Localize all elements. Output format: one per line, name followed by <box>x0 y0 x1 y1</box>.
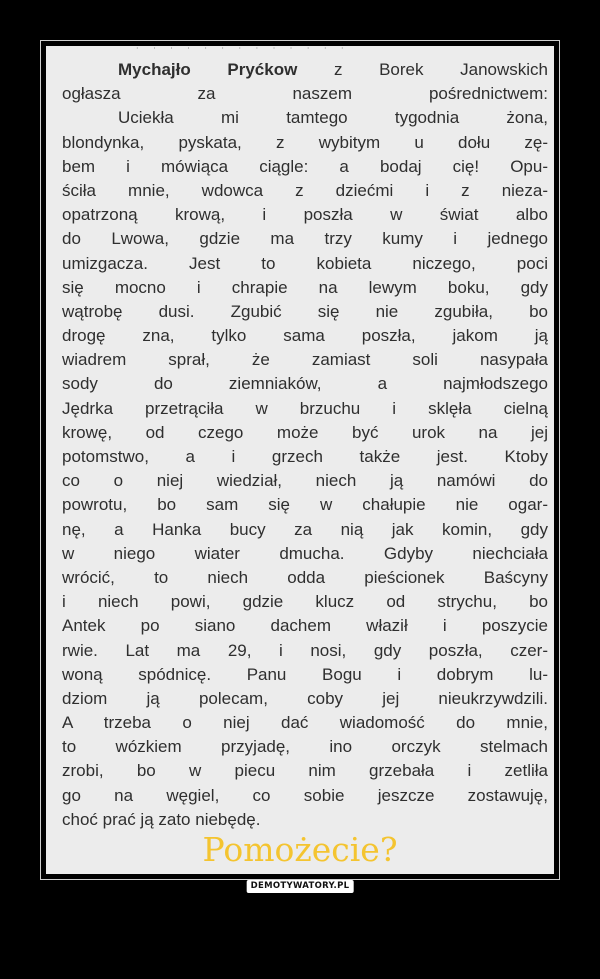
article-line: go na węgiel, co sobie jeszcze zostawuję, <box>62 785 548 805</box>
article-line: powrotu, bo sam się w chałupie nie ogar- <box>62 495 548 515</box>
article-line: choć prać ją zato niebędę. <box>62 809 261 829</box>
article-line: opatrzoną krową, i poszła w świat albo <box>62 205 548 225</box>
article-line: się mocno i chrapie na lewym boku, gdy <box>62 277 548 297</box>
author-name: Mychajło Pryćkow <box>118 60 298 79</box>
article-line: ściła mnie, wdowca z dziećmi i z nieza- <box>62 180 548 200</box>
article-line: wiadrem sprał, że zamiast soli nasypała <box>62 350 548 370</box>
article-line: co o niej wiedział, niech ją namówi do <box>62 471 548 491</box>
article-line: to wózkiem przyjadę, ino orczyk stelmach <box>62 737 548 757</box>
poster-caption: Pomożecie? <box>202 830 398 869</box>
site-badge[interactable]: DEMOTYWATORY.PL <box>247 880 354 893</box>
clipping-article <box>62 58 548 832</box>
newspaper-clipping <box>46 46 554 874</box>
article-line: krowę, od czego może być urok na jej <box>62 422 548 442</box>
article-line: Antek po siano dachem właził i poszycie <box>62 616 548 636</box>
article-line: Uciekła mi tamtego tygodnia żona, <box>118 108 548 128</box>
article-line: dziom ją polecam, coby jej nieukrzywdzili. <box>62 688 548 708</box>
article-line: i niech powi, gdzie klucz od strychu, bo <box>62 592 548 612</box>
article-line: wątrobę dusi. Zgubić się nie zgubiła, bo <box>62 301 548 321</box>
article-line: drogę zna, tylko sama poszła, jakom ją <box>62 326 548 346</box>
article-line: woną spódnicę. Panu Bogu i dobrym lu- <box>62 664 548 684</box>
article-line: do Lwowa, gdzie ma trzy kumy i jednego <box>62 229 548 249</box>
article-line: umizgacza. Jest to kobieta niczego, poci <box>62 253 548 273</box>
article-line: wrócić, to niech odda pieścionek Baścyny <box>62 567 548 587</box>
article-line: w niego wiater dmucha. Gdyby niechciała <box>62 543 548 563</box>
article-line: ogłasza za naszem pośrednictwem: <box>62 84 548 104</box>
article-line: nę, a Hanka bucy za nią jak komin, gdy <box>62 519 548 539</box>
article-line: potomstwo, a i grzech także jest. Ktoby <box>62 447 548 466</box>
article-line: blondynka, pyskata, z wybitym u dołu zę- <box>62 132 548 152</box>
article-line: rwie. Lat ma 29, i nosi, gdy poszła, czer- <box>62 640 548 660</box>
article-line: Mychajło Pryćkow z Borek Janowskich <box>118 60 548 79</box>
article-line: A trzeba o niej dać wiadomość do mnie, <box>62 713 548 733</box>
article-line: bem i mówiąca ciągle: a bodaj cię! Opu- <box>62 156 548 176</box>
article-line: Jędrka przetrąciła w brzuchu i sklęła cielną <box>62 398 548 418</box>
article-line: zrobi, bo w piecu nim grzebała i zetliła <box>62 761 548 781</box>
article-line: sody do ziemniaków, a najmłodszego <box>62 374 548 394</box>
poster-frame <box>40 40 560 880</box>
clipping-top-fragment: · · · · · · · · · · · · · <box>136 46 350 52</box>
